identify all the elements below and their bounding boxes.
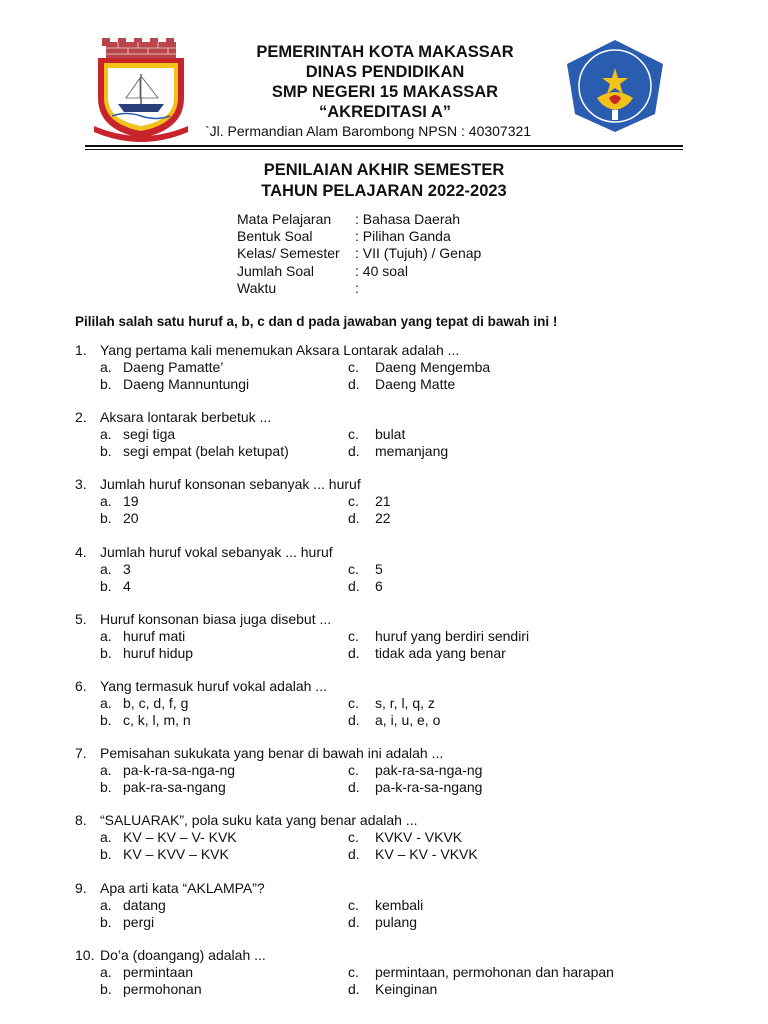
question-item [0, 611, 768, 678]
option-d-letter: d. [348, 644, 360, 661]
option-c[interactable]: kembali [375, 896, 424, 913]
meta-value: : Bahasa Daerah [355, 211, 461, 227]
option-c-letter: c. [348, 359, 359, 375]
option-d-letter: d. [348, 510, 360, 527]
question-item [0, 947, 768, 1014]
question-number: 4. [75, 543, 87, 560]
option-d-letter: d. [348, 913, 360, 930]
option-d[interactable]: 22 [375, 510, 391, 527]
option-b-letter: b. [100, 443, 112, 460]
option-c-letter: c. [348, 426, 359, 443]
option-b[interactable]: KV – KVV – KVK [123, 846, 229, 863]
option-d[interactable]: Keinginan [375, 980, 438, 997]
heading-line-government: PEMERINTAH KOTA MAKASSAR [256, 43, 514, 61]
option-c[interactable]: permintaan, permohonan dan harapan [375, 963, 614, 980]
meta-label: Waktu [237, 279, 277, 296]
question-number: 5. [75, 610, 87, 627]
question-number: 10. [75, 946, 95, 963]
option-a[interactable]: permintaan [123, 963, 194, 980]
option-b-letter: b. [100, 779, 112, 796]
meta-label: Mata Pelajaran [237, 211, 332, 227]
header-rule-thick [85, 145, 683, 147]
option-a-letter: a. [100, 359, 112, 375]
question-text: Do’a (doangang) adalah ... [100, 946, 266, 963]
option-c[interactable]: huruf yang berdiri sendiri [375, 627, 530, 644]
option-c-letter: c. [348, 762, 359, 779]
option-b-letter: b. [100, 577, 112, 594]
question-text: Huruf konsonan biasa juga disebut ... [100, 610, 332, 627]
option-d-letter: d. [348, 980, 360, 997]
question-item [0, 745, 768, 812]
option-b-letter: b. [100, 376, 112, 392]
option-a-letter: a. [100, 963, 112, 980]
option-c[interactable]: KVKV - VKVK [375, 829, 463, 846]
option-b[interactable]: 4 [123, 577, 131, 594]
option-c-letter: c. [348, 694, 359, 711]
option-c[interactable]: s, r, l, q, z [375, 694, 435, 711]
option-c-letter: c. [348, 896, 359, 913]
option-b[interactable]: segi empat (belah ketupat) [123, 443, 289, 460]
meta-label: Bentuk Soal [237, 228, 313, 245]
instructions: Pililah salah satu huruf a, b, c dan d pada jawaban yang tepat di bawah ini ! [75, 314, 558, 329]
question-number: 1. [75, 342, 87, 358]
meta-value: : Pilihan Ganda [355, 228, 451, 245]
option-d[interactable]: tidak ada yang benar [375, 644, 506, 661]
option-a[interactable]: 19 [123, 493, 139, 510]
meta-value: : [355, 279, 359, 296]
option-b[interactable]: Daeng Mannuntungi [123, 376, 250, 392]
option-d-letter: d. [348, 376, 360, 392]
option-b-letter: b. [100, 913, 112, 930]
meta-label: Kelas/ Semester [237, 245, 340, 262]
option-b[interactable]: huruf hidup [123, 644, 194, 661]
option-c-letter: c. [348, 829, 359, 846]
option-c-letter: c. [348, 560, 359, 577]
option-a-letter: a. [100, 896, 112, 913]
heading-line-accreditation: “AKREDITASI A” [319, 103, 451, 121]
question-item [0, 880, 768, 947]
question-item [0, 342, 768, 409]
option-b-letter: b. [100, 846, 112, 863]
option-b[interactable]: pergi [123, 913, 155, 930]
option-a[interactable]: b, c, d, f, g [123, 694, 189, 711]
question-text: Yang pertama kali menemukan Aksara Lontarak adalah ... [100, 342, 460, 358]
option-a[interactable]: KV – KV – V- KVK [123, 829, 237, 846]
option-a-letter: a. [100, 493, 112, 510]
option-c-letter: c. [348, 963, 359, 980]
question-text: Apa arti kata “AKLAMPA”? [100, 879, 265, 896]
question-item [0, 409, 768, 476]
meta-row-time [237, 280, 481, 297]
exam-title [0, 160, 768, 202]
option-b-letter: b. [100, 980, 112, 997]
option-d-letter: d. [348, 443, 360, 460]
option-d[interactable]: Daeng Matte [375, 376, 456, 392]
option-a[interactable]: Daeng Pamatte’ [123, 359, 224, 375]
meta-row-class [237, 245, 481, 262]
meta-value: : VII (Tujuh) / Genap [355, 245, 482, 262]
meta-value: : 40 soal [355, 262, 408, 279]
question-number: 3. [75, 476, 87, 493]
meta-row-format [237, 228, 481, 245]
option-c[interactable]: 5 [375, 560, 383, 577]
question-number: 2. [75, 409, 87, 426]
option-a-letter: a. [100, 694, 112, 711]
option-c[interactable]: bulat [375, 426, 406, 443]
option-a[interactable]: segi tiga [123, 426, 176, 443]
question-text: Pemisahan sukukata yang benar di bawah ini adalah ... [100, 745, 444, 762]
option-a[interactable]: datang [123, 896, 166, 913]
option-d-letter: d. [348, 577, 360, 594]
option-b-letter: b. [100, 510, 112, 527]
option-d[interactable]: pa-k-ra-sa-ngang [375, 779, 483, 796]
heading-line-school: SMP NEGERI 15 MAKASSAR [271, 83, 499, 101]
question-text: “SALUARAK”, pola suku kata yang benar adalah ... [100, 812, 418, 829]
option-b[interactable]: c, k, l, m, n [123, 711, 191, 728]
meta-label: Jumlah Soal [237, 262, 315, 279]
question-number: 7. [75, 745, 87, 762]
question-text: Jumlah huruf vokal sebanyak ... huruf [100, 543, 333, 560]
question-number: 6. [75, 677, 87, 694]
option-a-letter: a. [100, 426, 112, 443]
question-text: Yang termasuk huruf vokal adalah ... [100, 677, 327, 694]
option-c[interactable]: Daeng Mengemba [375, 359, 491, 375]
option-a-letter: a. [100, 627, 112, 644]
exam-title-line2: TAHUN PELAJARAN 2022-2023 [261, 182, 507, 200]
question-number: 9. [75, 879, 87, 896]
question-number: 8. [75, 812, 87, 829]
exam-title-line1: PENILAIAN AKHIR SEMESTER [263, 161, 505, 179]
question-item [0, 678, 768, 745]
meta-row-count [237, 263, 481, 280]
option-b-letter: b. [100, 711, 112, 728]
header-rule-thin [85, 149, 683, 150]
option-a-letter: a. [100, 762, 112, 779]
question-text: Jumlah huruf konsonan sebanyak ... huruf [100, 476, 361, 493]
option-d[interactable]: pulang [375, 913, 418, 930]
option-a[interactable]: pa-k-ra-sa-nga-ng [123, 762, 236, 779]
option-d[interactable]: KV – KV - VKVK [375, 846, 478, 863]
question-list [0, 342, 768, 1014]
question-text: Aksara lontarak berbetuk ... [100, 409, 272, 426]
option-d-letter: d. [348, 779, 360, 796]
option-c[interactable]: 21 [375, 493, 391, 510]
school-address: `Jl. Permandian Alam Barombong NPSN : 40307321 [205, 123, 532, 139]
option-b-letter: b. [100, 644, 112, 661]
option-c[interactable]: pak-ra-sa-nga-ng [375, 762, 483, 779]
option-d-letter: d. [348, 711, 360, 728]
option-d[interactable]: a, i, u, e, o [375, 711, 441, 728]
school-heading [190, 42, 580, 122]
option-b[interactable]: pak-ra-sa-ngang [123, 779, 226, 796]
option-a[interactable]: huruf mati [123, 627, 186, 644]
question-item [0, 476, 768, 543]
question-item [0, 812, 768, 879]
letterhead [0, 0, 768, 150]
makassar-city-emblem [88, 38, 194, 146]
option-b[interactable]: 20 [123, 510, 139, 527]
option-b[interactable]: permohonan [123, 980, 202, 997]
option-d-letter: d. [348, 846, 360, 863]
option-d[interactable]: 6 [375, 577, 383, 594]
option-c-letter: c. [348, 627, 359, 644]
option-a-letter: a. [100, 829, 112, 846]
option-a[interactable]: 3 [123, 560, 131, 577]
question-item [0, 544, 768, 611]
tut-wuri-handayani-logo [563, 38, 667, 134]
option-d[interactable]: memanjang [375, 443, 449, 460]
option-c-letter: c. [348, 493, 359, 510]
option-a-letter: a. [100, 560, 112, 577]
exam-meta-table [237, 211, 481, 297]
meta-row-subject [237, 211, 481, 228]
heading-line-agency: DINAS PENDIDIKAN [305, 63, 465, 81]
